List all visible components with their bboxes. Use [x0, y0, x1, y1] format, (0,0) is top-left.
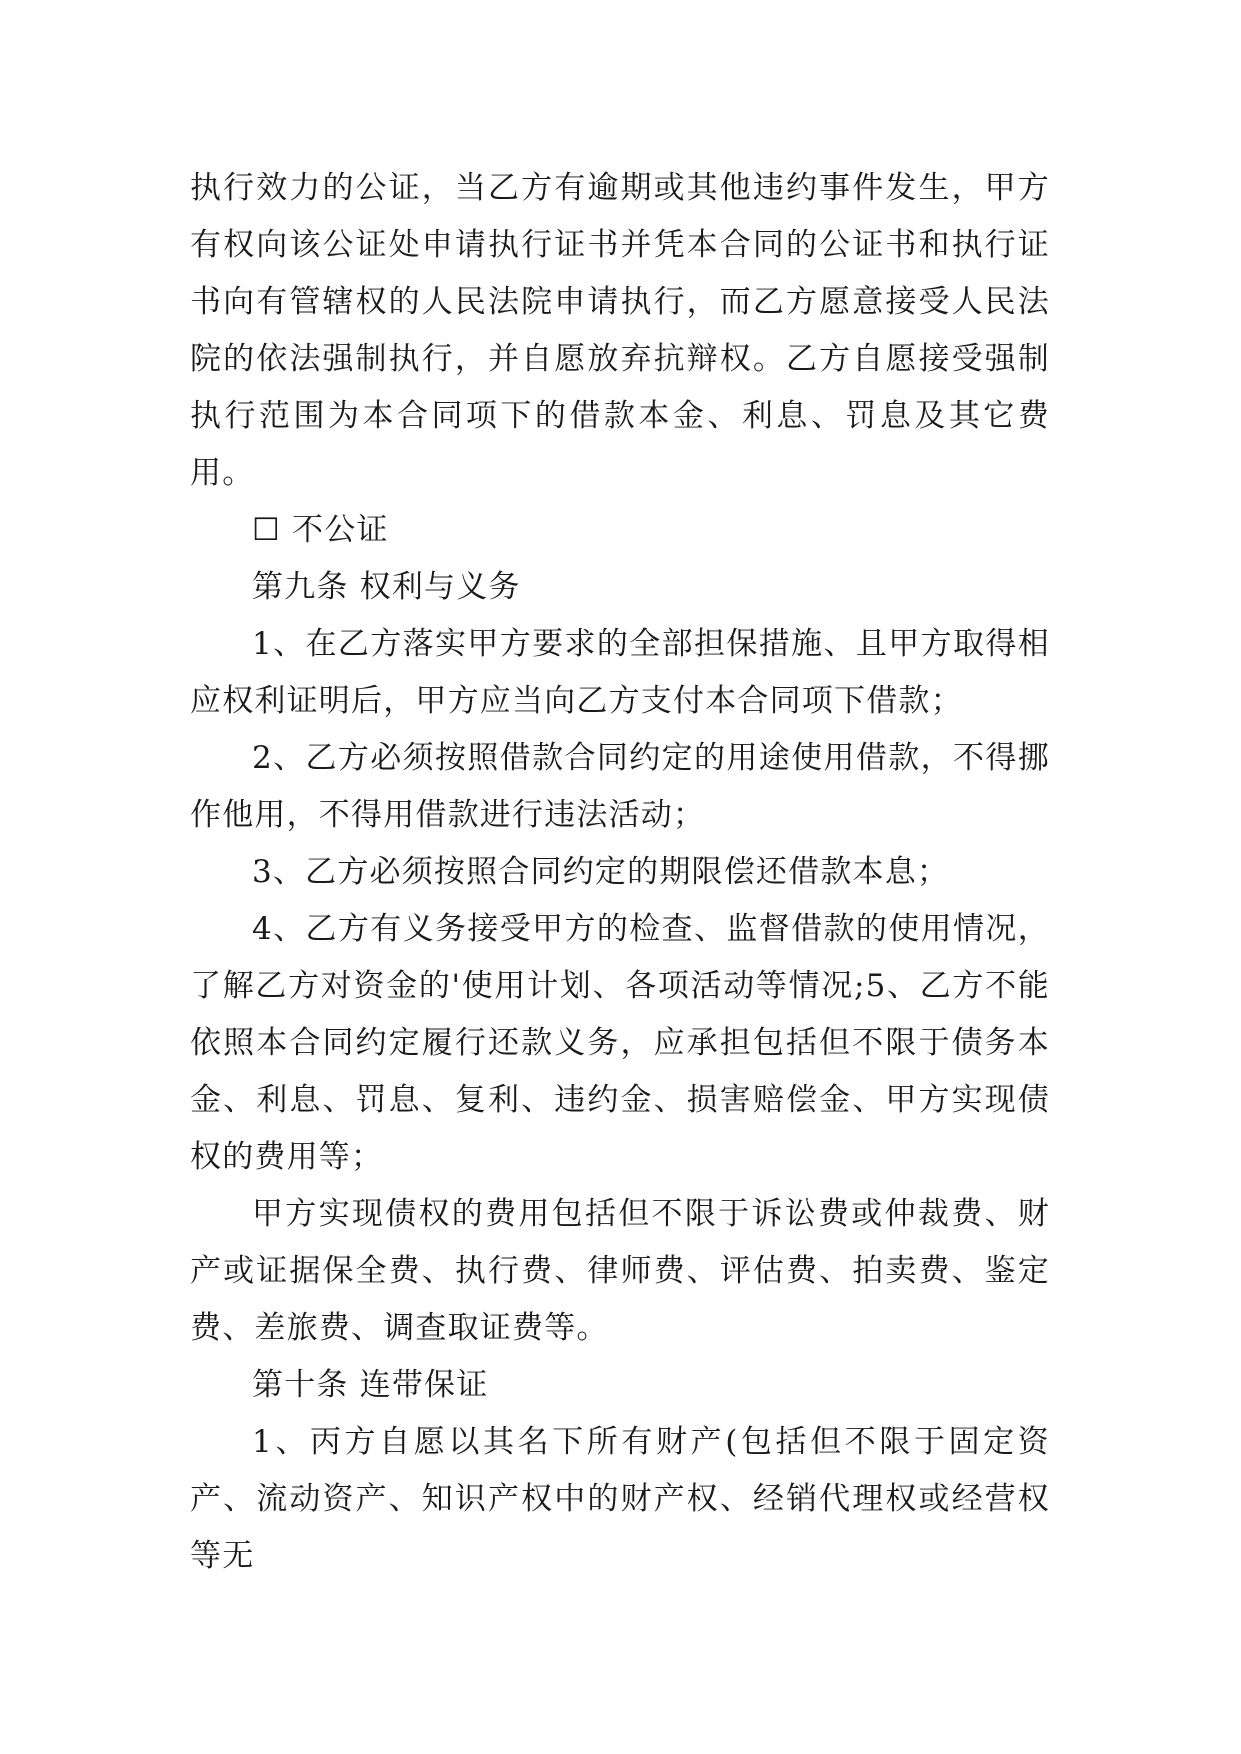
- article-9-clause-2: 2、乙方必须按照借款合同约定的用途使用借款，不得挪作他用，不得用借款进行违法活动；: [190, 740, 1050, 833]
- creditor-cost-paragraph: 甲方实现债权的费用包括但不限于诉讼费或仲裁费、财产或证据保全费、执行费、律师费、评估费、拍卖费、鉴定费、差旅费、调查取证费等。: [190, 1196, 1050, 1346]
- option-no-notarization: ☐ 不公证: [252, 512, 389, 548]
- document-body: [190, 160, 1050, 1585]
- article-9-heading: 第九条 权利与义务: [252, 569, 521, 605]
- paragraph-notarization-enforcement: 执行效力的公证，当乙方有逾期或其他违约事件发生，甲方有权向该公证处申请执行证书并凭本合同的公证书和执行证书向有管辖权的人民法院申请执行，而乙方愿意接受人民法院的依法强制执行，并自愿放弃抗辩权。乙方自愿接受强制执行范围为本合同项下的借款本金、利息、罚息及其它费用。: [190, 170, 1050, 491]
- article-9-clause-3: 3、乙方必须按照合同约定的期限偿还借款本息；: [252, 854, 950, 890]
- article-9-clause-1: 1、在乙方落实甲方要求的全部担保措施、且甲方取得相应权利证明后，甲方应当向乙方支付本合同项下借款；: [190, 626, 1050, 719]
- article-10-clause-1: 1、丙方自愿以其名下所有财产(包括但不限于固定资产、流动资产、知识产权中的财产权、经销代理权或经营权等无: [190, 1424, 1050, 1574]
- article-9-clause-4-5: 4、乙方有义务接受甲方的检查、监督借款的使用情况，了解乙方对资金的'使用计划、各项活动等情况;5、乙方不能依照本合同约定履行还款义务，应承担包括但不限于债务本金、利息、罚息、复利、违约金、损害赔偿金、甲方实现债权的费用等；: [190, 911, 1050, 1175]
- article-10-heading: 第十条 连带保证: [252, 1367, 489, 1403]
